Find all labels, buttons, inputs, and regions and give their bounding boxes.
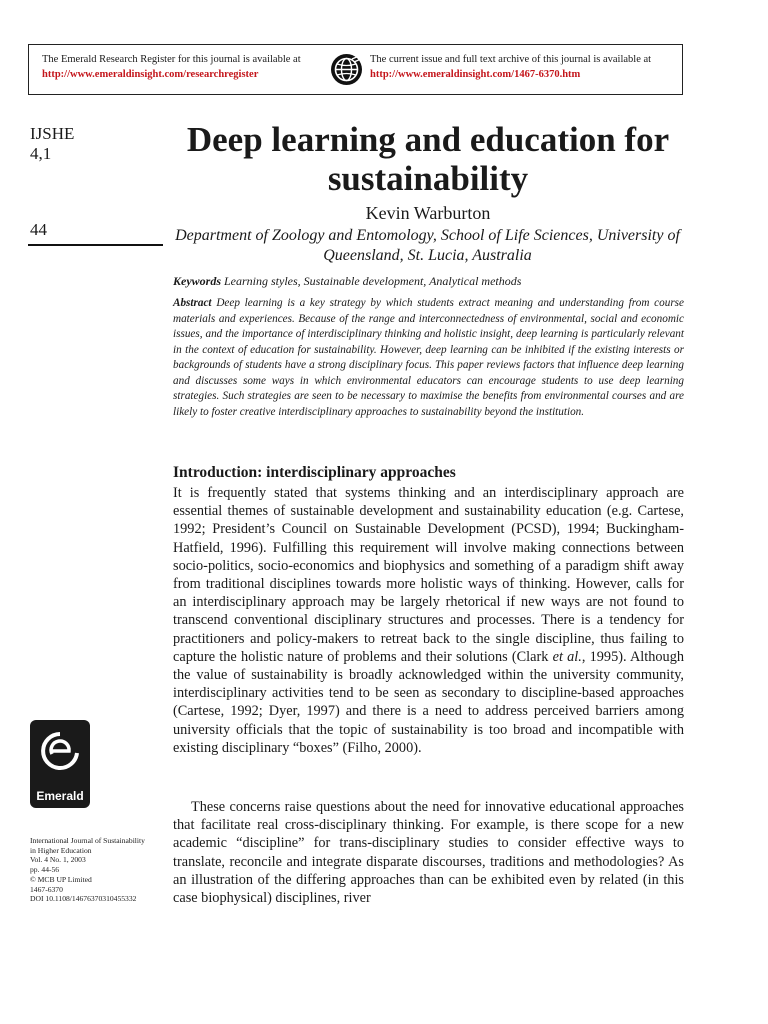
author-affiliation: Department of Zoology and Entomology, School of Life Sciences, University of Queensland, St. Lucia, Australia xyxy=(175,227,680,264)
globe-icon xyxy=(330,53,363,86)
journal-code-block xyxy=(30,124,74,164)
header-left-text: The Emerald Research Register for this journal is available at xyxy=(42,54,301,65)
meta-line: in Higher Education xyxy=(30,845,92,855)
article-author: Kevin Warburton xyxy=(365,203,491,223)
header-right xyxy=(370,52,680,82)
page-number-rule xyxy=(28,244,163,246)
meta-line: International Journal of Sustainability xyxy=(30,836,145,845)
meta-line: 1467-6370 xyxy=(30,884,63,894)
section-heading: Introduction: interdisciplinary approaches xyxy=(173,464,456,481)
keywords xyxy=(173,274,683,289)
para1-part-a: It is frequently stated that systems thinking and an interdisciplinary approach are essential themes of sustainable development and sustainability education (e.g. Cartese, 1992; President’s Council on Sustainable Development (PCSD), 1994; Buckingham-Hatfield, 1996). Fulfilling this requirement will involve making connections between socio-politics, socio-economics and biophysics and something of a paradigm shift away from traditional disciplines towards more holistic ways of thinking. However, calls for an interdisciplinary approach may be largely rhetorical if new ways are not found to transcend conventional disciplinary structures and processes. There is a tendency for practitioners and policy-makers to retreat back to the single discipline, thus failing to capture the holistic nature of problems and their solutions (Clark xyxy=(173,485,684,665)
journal-volume: 4,1 xyxy=(30,144,52,163)
keywords-text: Learning styles, Sustainable development, Analytical methods xyxy=(224,274,522,288)
abstract xyxy=(173,296,684,420)
body-paragraph xyxy=(173,484,684,757)
header-left xyxy=(42,52,332,82)
research-register-link[interactable]: http://www.emeraldinsight.com/researchregister xyxy=(42,69,259,80)
body-paragraph-2: These concerns raise questions about the need for innovative educational approaches that facilitate real cross-disciplinary thinking. For example, is there scope for a new academic “discipline” for trans-disciplinary studies to consider effective ways to translate, reconcile and integrate disparate discourses, traditions and methodologies? As an illustration of the differing approaches than can be exhibited even by related (in this case biophysical) disciplines, river xyxy=(173,799,684,907)
meta-line: © MCB UP Limited xyxy=(30,874,92,884)
article-title: Deep learning and education for sustainability xyxy=(186,120,670,198)
meta-line: pp. 44-56 xyxy=(30,865,60,875)
para1-part-b: , 1995). Although the value of sustainability is broadly acknowledged within the university community, interdisciplinary activities tend to be seen as secondary to discipline-based approaches (Cartese, 1992; Dyer, 1997) and there is a need to address perceived barriers among university officials that the topic of sustainability is too broad and incompatible with existing disciplinary “boxes” (Filho, 2000). xyxy=(173,648,684,756)
header-right-text: The current issue and full text archive of this journal is available at xyxy=(370,54,652,65)
meta-line: DOI 10.1108/14676370310455332 xyxy=(30,894,137,904)
emerald-logo xyxy=(30,720,90,808)
meta-line: Vol. 4 No. 1, 2003 xyxy=(30,855,86,865)
emerald-logo-text: Emerald xyxy=(36,789,84,803)
keywords-label: Keywords xyxy=(173,274,221,288)
journal-metadata xyxy=(30,836,170,904)
journal-code: IJSHE xyxy=(30,124,75,143)
abstract-label: Abstract xyxy=(173,297,212,309)
page-number: 44 xyxy=(30,220,47,239)
abstract-text: Deep learning is a key strategy by which students extract meaning and understanding from course materials and experiences. Because of the range and interconnectedness of environmental, social and economic issues, and the importance of interdisciplinary thinking and holistic insight, deep learning is particularly relevant in the context of education for sustainability. However, deep learning can be inhibited if the existing interests or backgrounds of students have a strong disciplinary focus. This paper reviews factors that influence deep learning and discusses some ways in which environmental educators can encourage students to use deep learning strategies. Such strategies are seen to be necessary to maximise the benefits from environmental courses and are likely to foster creative interdisciplinary approaches to sustainability beyond the institution. xyxy=(173,297,684,418)
journal-archive-link[interactable]: http://www.emeraldinsight.com/1467-6370.htm xyxy=(370,69,581,80)
para1-etal: et al. xyxy=(552,648,582,665)
